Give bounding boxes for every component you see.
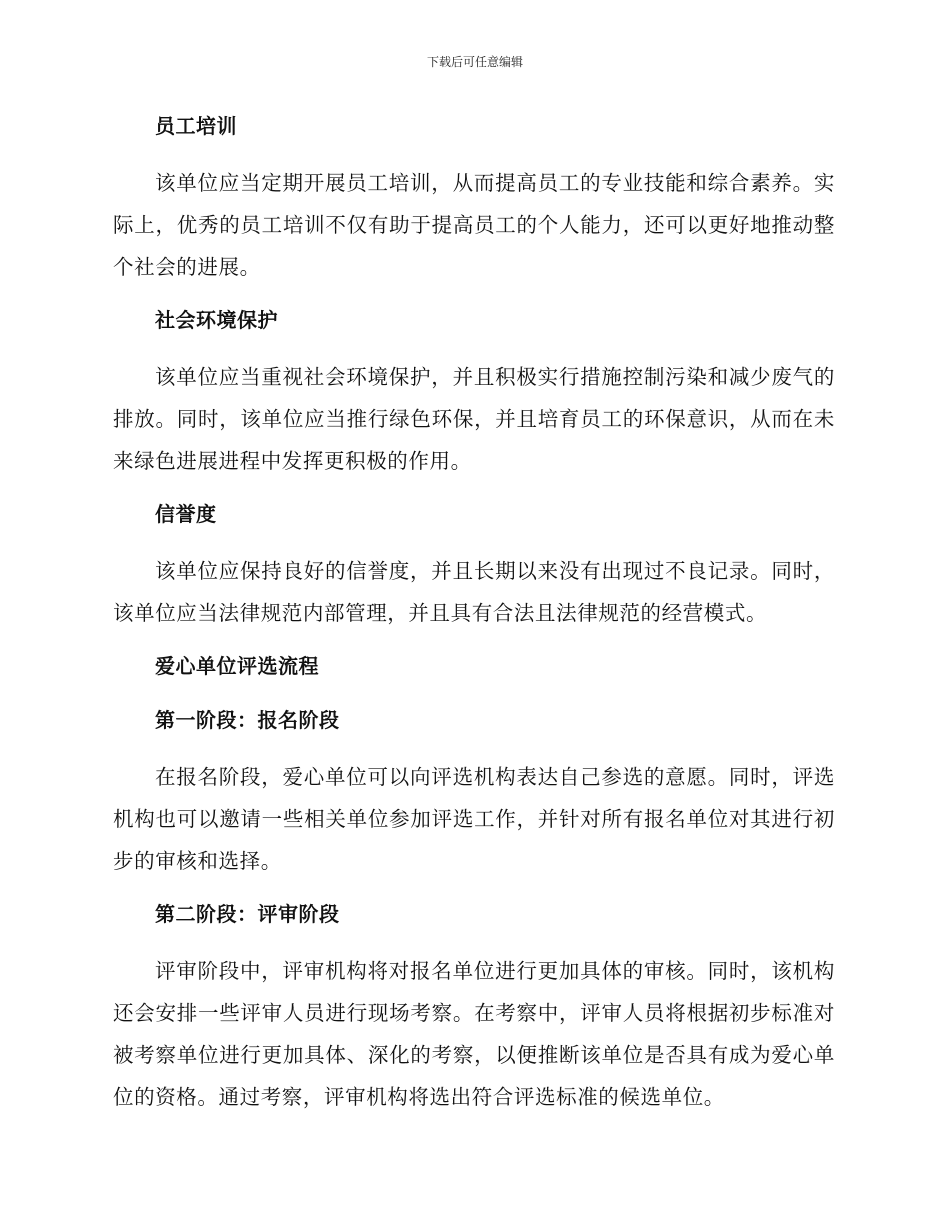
stage-paragraph-review: 评审阶段中，评审机构将对报名单位进行更加具体的审核。同时，该机构还会安排一些评审人员进行现场考察。在考察中，评审人员将根据初步标准对被考察单位进行更加具体、深化的考察，以便推断该单位是否具有成为爱心单位的资格。通过考察，评审机构将选出符合评选标准的候选单位。 [113,959,835,1109]
stage-heading-review: 第二阶段：评审阶段 [155,902,340,926]
page-header: 下载后可任意编辑 [426,55,523,69]
section-heading-environment: 社会环境保护 [155,308,278,332]
stage-heading-registration: 第一阶段：报名阶段 [155,708,340,732]
section-paragraph-credibility: 该单位应保持良好的信誉度，并且长期以来没有出现过不良记录。同时，该单位应当法律规范内部管理，并且具有合法且法律规范的经营模式。 [113,559,835,625]
document-body [113,108,835,1118]
section-paragraph-staff-training: 该单位应当定期开展员工培训，从而提高员工的专业技能和综合素养。实际上，优秀的员工培训不仅有助于提高员工的个人能力，还可以更好地推动整个社会的进展。 [113,171,835,279]
section-heading-staff-training: 员工培训 [155,114,237,138]
stage-paragraph-registration: 在报名阶段，爱心单位可以向评选机构表达自己参选的意愿。同时，评选机构也可以邀请一些相关单位参加评选工作，并针对所有报名单位对其进行初步的审核和选择。 [113,765,835,873]
section-heading-credibility: 信誉度 [155,502,217,526]
section-paragraph-environment: 该单位应当重视社会环境保护，并且积极实行措施控制污染和减少废气的排放。同时，该单位应当推行绿色环保，并且培育员工的环保意识，从而在未来绿色进展进程中发挥更积极的作用。 [113,365,835,473]
process-heading: 爱心单位评选流程 [155,654,319,678]
